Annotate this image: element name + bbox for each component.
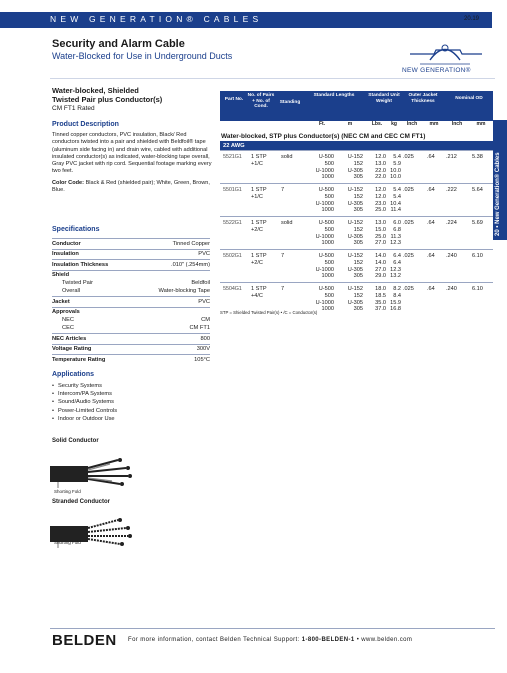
- spec-row: [52, 259, 210, 270]
- spec-row: [52, 333, 210, 344]
- spec-row: [52, 238, 210, 249]
- stranded-shorting-fold-label: Shorting Fold: [54, 540, 81, 545]
- stranded-conductor-heading: Stranded Conductor: [52, 499, 110, 505]
- length-m-cell: U-152 152 U-305 305: [347, 220, 363, 247]
- spec-key: Temperature Rating: [52, 356, 106, 363]
- stranding-cell: solid: [281, 220, 293, 226]
- part-number-cell: 5502G1: [223, 253, 242, 259]
- spec-row: [52, 325, 210, 333]
- spec-row: [52, 288, 210, 296]
- product-heading-line2: Twisted Pair plus Conductor(s): [52, 95, 163, 104]
- jacket-inch-cell: .025: [403, 286, 414, 292]
- header-pairs: No. of Pairs + No. of Cond.: [247, 93, 275, 109]
- spec-row: [52, 344, 210, 355]
- header-lengths: Standard Lengths: [313, 93, 355, 98]
- jacket-inch-cell: .025: [403, 187, 414, 193]
- pairs-conductors-cell: 1 STP +4/C: [251, 286, 267, 299]
- stranding-cell: 7: [281, 253, 285, 259]
- jacket-inch-cell: .025: [403, 253, 414, 259]
- table-group-heading: Water-blocked, STP plus Conductor(s) (NEC CM and CEC CM FT1): [221, 133, 426, 140]
- page-subtitle: Water-Blocked for Use in Underground Ducts: [52, 51, 233, 61]
- od-inch-cell: .224: [446, 220, 457, 226]
- header-band: [0, 12, 492, 28]
- weight-kg-cell: 5.4 5.9 10.0 10.0: [390, 154, 401, 181]
- length-ft-cell: U-500 500 U-1000 1000: [315, 286, 334, 313]
- footer-text-prefix: For more information, contact Belden Technical Support:: [128, 637, 302, 643]
- jacket-inch-cell: .025: [403, 220, 414, 226]
- spec-key: Twisted Pair: [62, 280, 93, 286]
- table-row: [220, 183, 493, 216]
- application-item: • Intercom/PA Systems: [52, 390, 117, 398]
- header-od-mm: mm: [476, 121, 486, 127]
- spec-value: PVC: [198, 298, 210, 305]
- spec-key: NEC Articles: [52, 335, 87, 342]
- length-ft-cell: U-500 500 U-1000 1000: [315, 220, 334, 247]
- od-inch-cell: .212: [446, 154, 457, 160]
- color-code: [52, 180, 214, 195]
- jacket-mm-cell: .64: [427, 286, 435, 292]
- jacket-mm-cell: .64: [427, 187, 435, 193]
- application-item: • Power-Limited Controls: [52, 407, 117, 415]
- stranded-conductor-illustration: [48, 508, 138, 553]
- solid-conductor-heading: Solid Conductor: [52, 438, 99, 444]
- header-weight-kg: kg: [391, 121, 397, 127]
- applications-heading: Applications: [52, 371, 95, 378]
- product-table: [220, 91, 493, 315]
- logo-text: NEW GENERATION®: [402, 67, 471, 74]
- color-code-value: Black & Red (shielded pair); White, Green, Brown, Blue.: [52, 179, 210, 194]
- part-number-cell: 5504G1: [223, 286, 242, 292]
- od-mm-cell: 5.69: [472, 220, 483, 226]
- length-m-cell: U-152 152 U-305 305: [347, 253, 363, 280]
- product-description: Tinned copper conductors, PVC insulation, Black/ Red conductors twisted into a pair and shielded with Beldfoil® tape (aluminum side facing in) and drain wire, cabled with additional insulated conductor(s) as indicated, water-blocking tape overall, Gray PVC jacket with rip cord. Sequential footage marking every two feet.: [52, 132, 212, 175]
- od-inch-cell: .240: [446, 253, 457, 259]
- spec-value: Tinned Copper: [172, 240, 210, 247]
- weight-lbs-cell: 12.0 12.0 23.0 25.0: [375, 187, 386, 214]
- spec-row: [52, 317, 210, 325]
- solid-conductor-illustration: [48, 448, 138, 493]
- specifications-heading: Specifications: [52, 226, 100, 233]
- od-inch-cell: .222: [446, 187, 457, 193]
- weight-lbs-cell: 13.0 15.0 25.0 27.0: [375, 220, 386, 247]
- spec-key: Shield: [52, 272, 70, 278]
- header-lengths-m: m: [347, 121, 353, 127]
- header-stranding: Standing: [279, 100, 301, 105]
- od-inch-cell: .240: [446, 286, 457, 292]
- part-number-cell: 5501G1: [223, 187, 242, 193]
- header-divider: [50, 78, 495, 79]
- applications-list: [52, 382, 117, 423]
- weight-kg-cell: 8.2 8.4 15.9 16.8: [390, 286, 401, 313]
- spec-value: CM FT1: [189, 325, 210, 331]
- spec-row: [52, 307, 210, 318]
- pairs-conductors-cell: 1 STP +2/C: [251, 253, 267, 266]
- table-body: [220, 150, 493, 315]
- header-part: Part No.: [224, 97, 244, 102]
- spec-key: Voltage Rating: [52, 346, 92, 352]
- spec-value: 300V: [196, 346, 210, 352]
- specifications-table: [52, 238, 210, 365]
- spec-key: NEC: [62, 317, 75, 323]
- od-mm-cell: 5.64: [472, 187, 483, 193]
- table-row: [220, 150, 493, 183]
- application-item: • Security Systems: [52, 382, 117, 390]
- weight-lbs-cell: 18.0 18.5 35.0 37.0: [375, 286, 386, 313]
- pairs-conductors-cell: 1 STP +1/C: [251, 187, 267, 200]
- spec-key: Insulation: [52, 251, 79, 257]
- spec-key: Conductor: [52, 240, 81, 247]
- section-side-tab: [493, 120, 507, 240]
- product-rating: CM FT1 Rated: [52, 105, 95, 112]
- jacket-mm-cell: .64: [427, 220, 435, 226]
- spec-value: Water-blocking Tape: [158, 288, 210, 294]
- spec-value: PVC: [198, 251, 210, 257]
- spec-row: [52, 296, 210, 307]
- color-code-label: Color Code:: [52, 179, 85, 186]
- spec-value: Beldfoil: [191, 280, 210, 286]
- spec-key: Insulation Thickness: [52, 261, 109, 268]
- od-mm-cell: 5.38: [472, 154, 483, 160]
- weight-kg-cell: 6.4 6.4 12.3 13.2: [390, 253, 401, 280]
- header-od-inch: Inch: [451, 121, 463, 127]
- footer-contact: [128, 637, 412, 643]
- header-band-text: NEW GENERATION® CABLES: [50, 14, 263, 24]
- pairs-conductors-cell: 1 STP +1/C: [251, 154, 267, 167]
- length-m-cell: U-152 152 U-305 305: [347, 154, 363, 181]
- jacket-mm-cell: .64: [427, 253, 435, 259]
- product-heading-line1: Water-blocked, Shielded: [52, 86, 139, 95]
- stranding-cell: solid: [281, 154, 293, 160]
- weight-kg-cell: 6.0 6.8 11.3 12.3: [390, 220, 401, 247]
- length-m-cell: U-152 152 U-305 305: [347, 187, 363, 214]
- spec-key: Overall: [62, 288, 81, 294]
- jacket-inch-cell: .025: [403, 154, 414, 160]
- length-ft-cell: U-500 500 U-1000 1000: [315, 253, 334, 280]
- header-weight: Standard Unit Weight: [368, 93, 400, 104]
- page-number: 20.19: [464, 16, 480, 22]
- weight-lbs-cell: 14.0 14.0 27.0 29.0: [375, 253, 386, 280]
- application-item: • Indoor or Outdoor Use: [52, 415, 117, 423]
- footer-phone: 1-800-BELDEN-1: [301, 637, 355, 643]
- table-footnote: STP = Shielded Twisted Pair(s) • /C = Conductor(s): [220, 310, 318, 315]
- header-od: Nominal OD: [455, 96, 483, 101]
- table-row: [220, 249, 493, 282]
- spec-row: [52, 249, 210, 260]
- table-subheader: [220, 121, 493, 131]
- spec-key: CEC: [62, 325, 75, 331]
- spec-key: Approvals: [52, 309, 80, 315]
- weight-lbs-cell: 12.0 13.0 22.0 22.0: [375, 154, 386, 181]
- page-title: Security and Alarm Cable: [52, 38, 185, 50]
- table-row: [220, 216, 493, 249]
- spec-row: [52, 354, 210, 365]
- spec-value: 800: [200, 335, 210, 342]
- footer-divider: [50, 628, 495, 629]
- od-mm-cell: 6.10: [472, 286, 483, 292]
- application-item: • Sound/Audio Systems: [52, 398, 117, 406]
- od-mm-cell: 6.10: [472, 253, 483, 259]
- spec-value: 105°C: [194, 356, 210, 363]
- product-info: [52, 86, 214, 194]
- footer-website: • www.belden.com: [354, 637, 413, 643]
- header-jacket: Outer Jacket Thickness: [408, 93, 438, 104]
- part-number-cell: 5521G1: [223, 154, 242, 160]
- length-ft-cell: U-500 500 U-1000 1000: [315, 187, 334, 214]
- spec-value: .010" (.254mm): [170, 261, 210, 268]
- weight-kg-cell: 5.4 5.4 10.4 11.4: [390, 187, 401, 214]
- header-weight-lbs: Lbs.: [371, 121, 383, 127]
- solid-shorting-fold-label: Shorting Fold: [54, 489, 81, 494]
- spec-row: [52, 270, 210, 281]
- table-header: [220, 91, 493, 121]
- side-tab-text: 20 • New Generation® Cables: [495, 152, 501, 236]
- header-jacket-inch: Inch: [406, 121, 418, 127]
- header-lengths-ft: Ft.: [318, 121, 326, 127]
- spec-value: CM: [201, 317, 210, 323]
- stranding-cell: 7: [281, 286, 285, 292]
- awg-band: 22 AWG: [220, 141, 493, 150]
- belden-logo: BELDEN: [52, 632, 117, 649]
- pairs-conductors-cell: 1 STP +2/C: [251, 220, 267, 233]
- length-m-cell: U-152 152 U-305 305: [347, 286, 363, 313]
- spec-key: Jacket: [52, 298, 70, 305]
- description-heading: Product Description: [52, 121, 119, 128]
- stranding-cell: 7: [281, 187, 285, 193]
- jacket-mm-cell: .64: [427, 154, 435, 160]
- part-number-cell: 5522G1: [223, 220, 242, 226]
- spec-row: [52, 280, 210, 288]
- header-jacket-mm: mm: [429, 121, 439, 127]
- length-ft-cell: U-500 500 U-1000 1000: [315, 154, 334, 181]
